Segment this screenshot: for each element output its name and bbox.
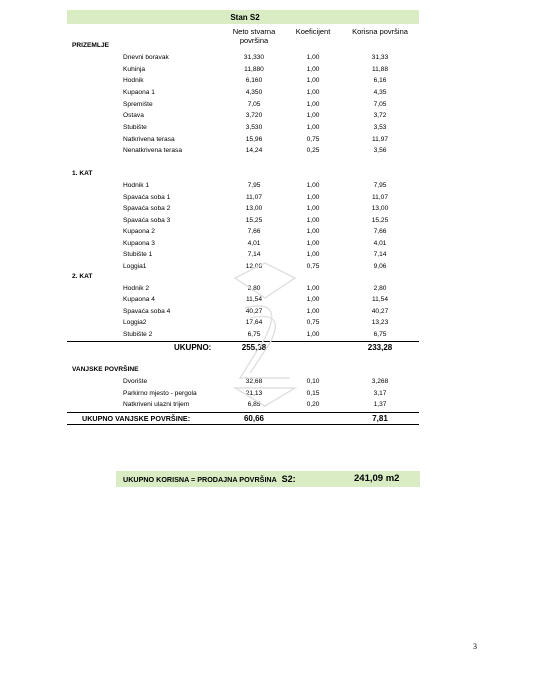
row-koef: 1,00 xyxy=(306,123,320,131)
row-koef: 1,00 xyxy=(306,193,320,201)
row-neto: 15,96 xyxy=(245,135,263,143)
row-koef: 0,75 xyxy=(306,262,320,270)
row-koef: 1,00 xyxy=(306,239,320,247)
row-neto: 13,00 xyxy=(245,205,263,212)
row-korisna: 7,05 xyxy=(373,100,387,108)
row-name: Loggia1 xyxy=(123,262,147,270)
row-korisna: 4,01 xyxy=(373,239,387,247)
row-name: Loggia2 xyxy=(123,319,147,327)
row-neto: 4,350 xyxy=(245,88,263,96)
ukupno-label: UKUPNO: xyxy=(174,343,212,352)
section-1-kat: 1. KAT xyxy=(72,170,93,177)
row-koef: 1,00 xyxy=(306,330,320,338)
row-koef: 1,00 xyxy=(306,285,320,292)
row-koef: 1,00 xyxy=(306,228,320,235)
row-name: Hodnik xyxy=(123,77,144,85)
row-korisna: 40,27 xyxy=(371,307,389,315)
row-koef: 0,20 xyxy=(306,401,320,408)
row-neto: 21,13 xyxy=(245,389,263,397)
row-name: Spavaća soba 2 xyxy=(123,205,171,212)
row-korisna: 11,97 xyxy=(371,135,388,143)
row-koef: 0,10 xyxy=(306,378,320,385)
row-koef: 0,15 xyxy=(306,389,320,397)
row-koef: 1,00 xyxy=(306,112,320,120)
row-name: Kupaona 4 xyxy=(123,296,155,304)
final-total-label xyxy=(123,474,296,484)
row-neto: 11,880 xyxy=(244,65,264,73)
ukupno-vanjske-divider xyxy=(67,412,419,413)
row-neto: 6,75 xyxy=(247,330,261,338)
section-2-kat: 2. KAT xyxy=(72,273,93,280)
ukupno-vanjske-neto: 60,66 xyxy=(243,414,265,423)
row-korisna: 1,37 xyxy=(373,401,387,408)
row-name: Nenatkrivena terasa xyxy=(123,147,183,155)
row-koef: 1,00 xyxy=(306,307,320,315)
row-korisna: 3,17 xyxy=(373,389,387,397)
col-header-korisna: Korisna površina xyxy=(352,27,408,36)
ukupno-vanjske-label: UKUPNO VANJSKE POVRŠINE: xyxy=(82,414,191,423)
row-koef: 1,00 xyxy=(306,296,320,304)
row-neto: 2,80 xyxy=(247,285,261,292)
row-name: Spremište xyxy=(123,100,153,108)
row-korisna: 7,14 xyxy=(373,251,387,258)
row-korisna: 9,06 xyxy=(373,262,387,270)
row-koef: 1,00 xyxy=(306,88,320,96)
row-korisna: 3,268 xyxy=(371,378,389,385)
table-title: Stan S2 xyxy=(230,13,260,22)
ukupno-vanjske-korisna: 7,81 xyxy=(372,414,388,423)
row-neto: 15,25 xyxy=(245,216,263,224)
row-name: Spavaća soba 3 xyxy=(123,216,171,224)
row-neto: 6,85 xyxy=(247,401,261,408)
row-neto: 12,08 xyxy=(245,262,263,270)
row-name: Ostava xyxy=(123,112,144,120)
row-koef: 1,00 xyxy=(306,205,320,212)
row-neto: 3,530 xyxy=(245,123,263,131)
row-neto: 7,95 xyxy=(247,182,261,189)
row-korisna: 3,72 xyxy=(373,112,387,120)
row-korisna: 3,53 xyxy=(373,123,387,131)
col-header-koef: Koeficijent xyxy=(295,27,331,36)
row-name: Parkirno mjesto - pergola xyxy=(123,389,197,397)
final-total-value: 241,09 m2 xyxy=(354,473,400,484)
row-korisna: 31,33 xyxy=(371,54,389,61)
row-korisna: 3,56 xyxy=(373,147,387,155)
row-name: Kupaona 1 xyxy=(123,88,155,96)
row-koef: 1,00 xyxy=(306,182,320,189)
row-koef: 1,00 xyxy=(306,65,320,73)
row-name: Hodnik 2 xyxy=(123,285,150,292)
row-neto: 6,160 xyxy=(245,77,263,85)
row-neto: 31,330 xyxy=(243,54,265,61)
final-total-unit-label: S2: xyxy=(281,474,296,484)
row-name: Kupaona 3 xyxy=(123,239,155,247)
section-prizemlje: PRIZEMLJE xyxy=(72,42,110,49)
row-name: Stubište 1 xyxy=(123,251,153,258)
row-koef: 1,00 xyxy=(306,100,320,108)
row-neto: 32,68 xyxy=(245,378,263,385)
row-koef: 0,75 xyxy=(306,135,320,143)
row-name: Hodnik 1 xyxy=(123,182,150,189)
ukupno-korisna: 233,28 xyxy=(367,343,393,352)
row-koef: 0,25 xyxy=(306,147,320,155)
page-number: 3 xyxy=(473,642,477,651)
row-koef: 1,00 xyxy=(306,216,320,224)
row-name: Kuhinja xyxy=(123,65,145,73)
col-header-neto xyxy=(218,27,290,45)
col-header-neto-line1: Neto stvarna xyxy=(232,27,276,36)
row-neto: 40,27 xyxy=(245,307,263,315)
row-name: Natkriveni ulazni trijem xyxy=(123,401,190,408)
row-name: Kupaona 2 xyxy=(123,228,155,235)
ukupno-vanjske-underline xyxy=(67,424,419,425)
row-korisna: 11,88 xyxy=(371,65,388,73)
row-name: Natkrivena terasa xyxy=(123,135,175,143)
row-korisna: 6,75 xyxy=(373,330,387,338)
row-name: Spavaća soba 1 xyxy=(123,193,171,201)
row-name: Spavaća soba 4 xyxy=(123,307,171,315)
row-name: Stubište xyxy=(123,123,147,131)
row-korisna: 2,80 xyxy=(373,285,387,292)
row-neto: 7,05 xyxy=(247,100,261,108)
row-korisna: 6,16 xyxy=(373,77,387,85)
row-neto: 7,66 xyxy=(247,228,261,235)
row-name: Dnevni boravak xyxy=(123,54,169,61)
row-koef: 0,75 xyxy=(306,319,320,327)
row-koef: 1,00 xyxy=(306,77,320,85)
row-neto: 7,14 xyxy=(247,251,261,258)
row-korisna: 11,07 xyxy=(371,193,388,201)
row-korisna: 13,23 xyxy=(371,319,389,327)
row-korisna: 11,54 xyxy=(371,296,388,304)
row-korisna: 7,66 xyxy=(373,228,387,235)
row-neto: 17,64 xyxy=(245,319,263,327)
row-neto: 14,24 xyxy=(245,147,263,155)
row-neto: 4,01 xyxy=(247,239,261,247)
ukupno-divider xyxy=(67,341,419,342)
final-total-label-text: UKUPNO KORISNA = PRODAJNA POVRŠINA xyxy=(123,475,277,484)
ukupno-neto: 255,38 xyxy=(241,343,267,352)
row-korisna: 4,35 xyxy=(373,88,387,96)
row-neto: 3,720 xyxy=(245,112,263,120)
row-korisna: 13,00 xyxy=(371,205,389,212)
row-korisna: 15,25 xyxy=(371,216,389,224)
row-name: Stubište 2 xyxy=(123,330,153,338)
row-koef: 1,00 xyxy=(306,251,320,258)
col-header-neto-line2: površina xyxy=(239,36,269,45)
row-neto: 11,07 xyxy=(245,193,262,201)
section-vanjske: VANJSKE POVRŠINE xyxy=(72,366,139,373)
row-koef: 1,00 xyxy=(306,54,320,61)
row-name: Dvorište xyxy=(123,378,148,385)
row-neto: 11,54 xyxy=(245,296,262,304)
row-korisna: 7,95 xyxy=(373,182,387,189)
